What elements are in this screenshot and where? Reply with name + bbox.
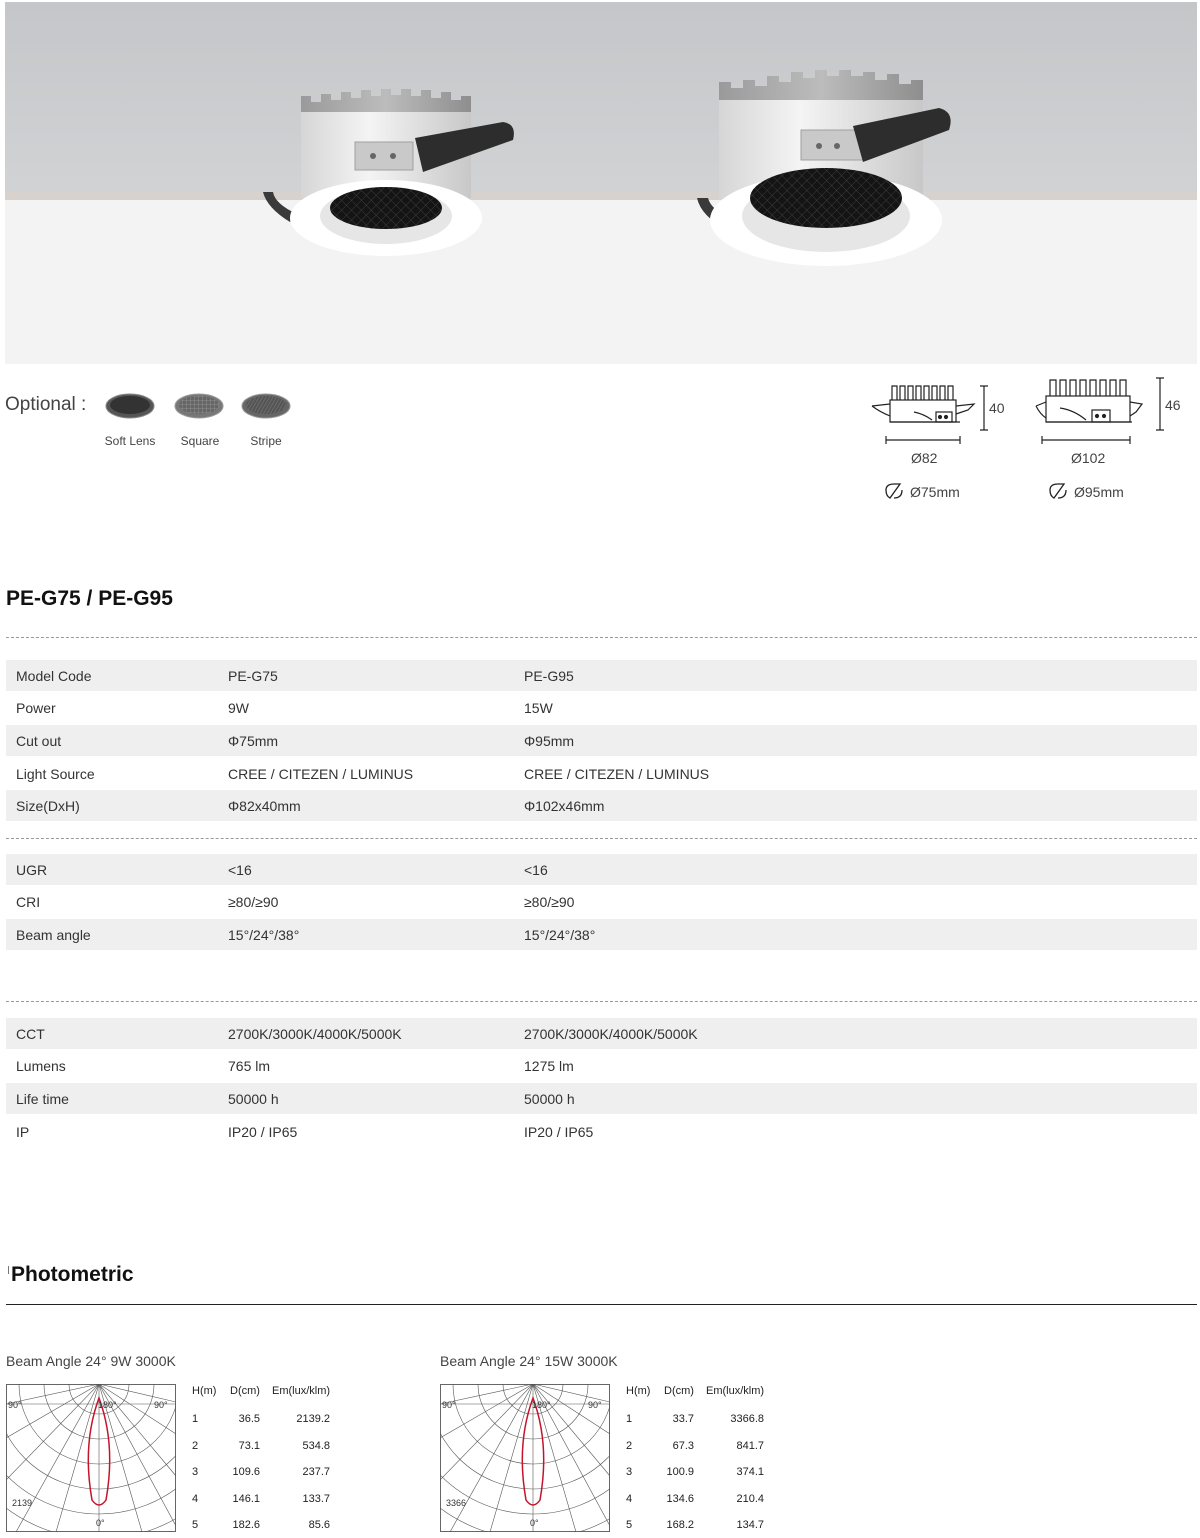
polar-diagram-9w xyxy=(6,1384,176,1532)
square-lens-swatch xyxy=(174,392,224,420)
spec-value-g95: ≥80/≥90 xyxy=(524,893,575,910)
stripe-lens-swatch xyxy=(241,392,291,420)
spec-row xyxy=(6,725,1197,756)
product-hero-image xyxy=(5,2,1197,364)
spec-row xyxy=(6,1116,1197,1147)
diameter-cell: 100.9 xyxy=(666,1466,694,1478)
cutout-icon xyxy=(1050,484,1066,498)
spec-row xyxy=(6,1050,1197,1081)
diameter-cell: 134.6 xyxy=(666,1492,694,1505)
spec-row xyxy=(6,1018,1197,1049)
spec-value-g95: 15W xyxy=(524,699,553,716)
height-cell: 3 xyxy=(626,1466,633,1478)
illuminance-cell: 133.7 xyxy=(302,1492,330,1505)
spec-value-g95: <16 xyxy=(524,861,548,878)
diameter-cell: 73.1 xyxy=(238,1439,260,1452)
illuminance-cell: 210.4 xyxy=(736,1492,764,1505)
spec-value-g75: Φ75mm xyxy=(228,732,279,749)
angle-label: 0° xyxy=(530,1518,539,1528)
height-cell: 4 xyxy=(626,1492,633,1505)
illuminance-cell: 85.6 xyxy=(308,1519,330,1531)
spec-value-g75: CREE / CITEZEN / LUMINUS xyxy=(228,765,414,782)
beam-chart-title: Beam Angle 24° 15W 3000K xyxy=(440,1353,618,1369)
angle-label: 90° xyxy=(442,1400,456,1410)
diameter-cell: 146.1 xyxy=(232,1492,260,1505)
spec-value-g75: 50000 h xyxy=(228,1090,279,1107)
square-lens-label: Square xyxy=(180,434,220,448)
diameter-cell: 33.7 xyxy=(672,1413,694,1425)
height-cell: 3 xyxy=(192,1466,199,1478)
illuminance-cell: 237.7 xyxy=(302,1466,330,1478)
section-divider xyxy=(6,637,1197,638)
spec-value-g75: ≥80/≥90 xyxy=(228,893,279,910)
col-header: D(cm) xyxy=(664,1385,694,1397)
height-cell: 1 xyxy=(626,1413,633,1425)
spec-row xyxy=(6,919,1197,950)
angle-label: 90° xyxy=(588,1400,602,1410)
section-divider xyxy=(6,1001,1197,1002)
soft-lens-swatch xyxy=(105,392,155,420)
illuminance-cell: 534.8 xyxy=(302,1439,330,1452)
beam-chart-title: Beam Angle 24° 9W 3000K xyxy=(6,1353,176,1369)
height-value: 46 xyxy=(1165,397,1181,413)
spec-value-g75: PE-G75 xyxy=(228,667,278,684)
diameter-cell: 168.2 xyxy=(666,1519,694,1531)
polar-diagram-15w xyxy=(440,1384,610,1532)
dimension-drawing-pe-g75 xyxy=(872,386,988,444)
dimension-drawing-pe-g95 xyxy=(1036,378,1164,444)
spec-row xyxy=(6,790,1197,821)
spec-value-g95: 2700K/3000K/4000K/5000K xyxy=(524,1025,698,1042)
col-header: D(cm) xyxy=(230,1385,260,1397)
spec-label: Power xyxy=(16,699,56,716)
spec-value-g95: Φ95mm xyxy=(524,732,575,749)
illuminance-cell: 134.7 xyxy=(736,1519,764,1531)
spec-label: CRI xyxy=(16,893,41,910)
soft-lens-label: Soft Lens xyxy=(104,434,156,448)
diameter-cell: 36.5 xyxy=(238,1413,260,1425)
spec-label: Life time xyxy=(16,1090,69,1107)
spec-row xyxy=(6,886,1197,917)
spec-value-g95: 15°/24°/38° xyxy=(524,926,596,943)
dimension-drawings xyxy=(860,372,1200,512)
product-title: PE-G75 / PE-G95 xyxy=(6,587,173,610)
illuminance-cell: 841.7 xyxy=(736,1439,764,1452)
diameter-value: Ø102 xyxy=(1071,450,1106,466)
col-header: H(m) xyxy=(626,1385,651,1397)
spec-label: Cut out xyxy=(16,732,62,749)
col-header: H(m) xyxy=(192,1385,217,1397)
cutout-value: Ø95mm xyxy=(1074,484,1124,500)
title-tick xyxy=(8,1266,9,1274)
height-cell: 5 xyxy=(192,1519,199,1531)
diameter-cell: 109.6 xyxy=(232,1466,260,1478)
spec-value-g95: CREE / CITEZEN / LUMINUS xyxy=(524,765,710,782)
spec-value-g95: IP20 / IP65 xyxy=(524,1123,594,1140)
spec-label: IP xyxy=(16,1123,30,1140)
spec-label: Light Source xyxy=(16,765,95,782)
height-cell: 2 xyxy=(192,1439,199,1452)
diameter-cell: 67.3 xyxy=(672,1439,694,1452)
angle-label: 90° xyxy=(8,1400,22,1410)
spec-value-g95: PE-G95 xyxy=(524,667,574,684)
diameter-value: Ø82 xyxy=(911,450,938,466)
illuminance-cell: 374.1 xyxy=(736,1466,764,1478)
angle-label: 0° xyxy=(96,1518,105,1528)
cutout-value: Ø75mm xyxy=(910,484,960,500)
angle-label: 180° xyxy=(532,1400,551,1410)
spec-label: Model Code xyxy=(16,667,92,684)
height-cell: 2 xyxy=(626,1439,633,1452)
illuminance-cell: 2139.2 xyxy=(296,1413,330,1425)
optional-label: Optional : xyxy=(5,394,87,415)
height-cell: 1 xyxy=(192,1413,199,1425)
angle-label: 90° xyxy=(154,1400,168,1410)
spec-value-g75: 2700K/3000K/4000K/5000K xyxy=(228,1025,402,1042)
spec-label: Lumens xyxy=(16,1057,66,1074)
spec-label: Size(DxH) xyxy=(16,797,80,814)
illuminance-cell: 3366.8 xyxy=(730,1413,764,1425)
spec-value-g75: <16 xyxy=(228,861,252,878)
peak-intensity-label: 2139 xyxy=(12,1498,33,1508)
height-cell: 5 xyxy=(626,1519,633,1531)
photometric-divider xyxy=(6,1304,1197,1305)
angle-label: 180° xyxy=(98,1400,117,1410)
spec-label: CCT xyxy=(16,1025,45,1042)
spec-row xyxy=(6,692,1197,723)
photometric-title: Photometric xyxy=(11,1263,134,1286)
spec-value-g75: 9W xyxy=(228,699,249,716)
height-cell: 4 xyxy=(192,1492,199,1505)
downlight-pe-g95-render xyxy=(697,70,951,266)
col-header: Em(lux/klm) xyxy=(706,1385,765,1397)
section-divider xyxy=(6,838,1197,839)
peak-intensity-label: 3366 xyxy=(446,1498,467,1508)
diameter-cell: 182.6 xyxy=(232,1519,260,1531)
spec-row xyxy=(6,1083,1197,1114)
stripe-lens-label: Stripe xyxy=(250,434,282,448)
cutout-icon xyxy=(886,484,902,498)
spec-value-g95: 50000 h xyxy=(524,1090,575,1107)
height-value: 40 xyxy=(989,400,1005,416)
spec-row xyxy=(6,758,1197,789)
spec-value-g75: Φ82x40mm xyxy=(228,797,301,814)
spec-label: UGR xyxy=(16,861,48,878)
col-header: Em(lux/klm) xyxy=(272,1385,331,1397)
spec-value-g75: 765 lm xyxy=(228,1057,271,1074)
spec-value-g95: Φ102x46mm xyxy=(524,797,605,814)
spec-label: Beam angle xyxy=(16,926,91,943)
spec-value-g75: 15°/24°/38° xyxy=(228,926,300,943)
spec-value-g75: IP20 / IP65 xyxy=(228,1123,298,1140)
spec-row xyxy=(6,854,1197,885)
spec-value-g95: 1275 lm xyxy=(524,1057,574,1074)
spec-row xyxy=(6,660,1197,691)
